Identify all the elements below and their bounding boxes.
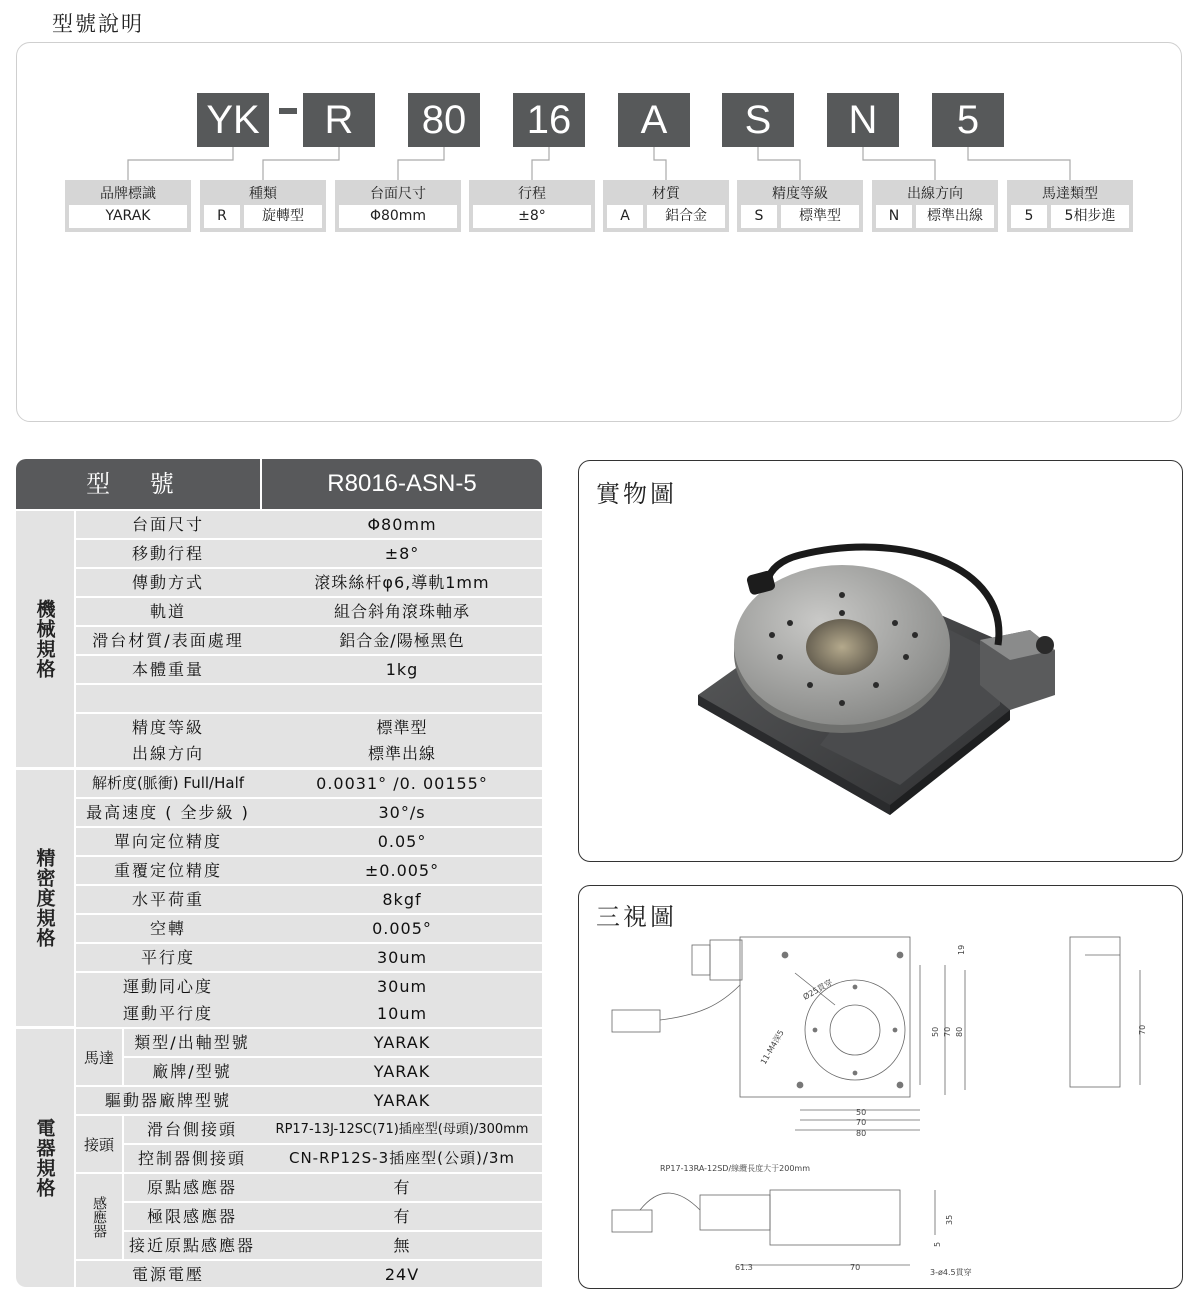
table-row: 軌道 組合斜角滾珠軸承: [76, 598, 542, 625]
table-row: 廠牌/型號 YARAK: [124, 1058, 542, 1085]
code-connector-lines: [0, 0, 1200, 185]
table-row: 水平荷重 8kgf: [76, 886, 542, 913]
category-brand: [65, 180, 191, 232]
dim-61: 61.3: [735, 1263, 753, 1272]
dim-right-70: 70: [943, 1026, 952, 1037]
category-label: 台面尺寸: [370, 186, 426, 202]
table-row: 滑台側接頭 RP17-13J-12SC(71)插座型(母頭)/300mm: [124, 1116, 542, 1143]
sensor-sub-label: 感應器: [76, 1174, 122, 1259]
cable-note: RP17-13RA-12SD/線纜長度大于200mm: [660, 1164, 811, 1173]
table-row: 重覆定位精度 ±0.005°: [76, 857, 542, 884]
dim-top-50: 50: [856, 1108, 867, 1117]
table-row: 最高速度 ( 全步級 ) 30°/s: [76, 799, 542, 826]
three-view-drawing: [600, 925, 1170, 1280]
code-box-grade: S: [722, 93, 794, 147]
dim-70b: 70: [850, 1263, 861, 1272]
category-code: 5: [1011, 205, 1047, 228]
table-row: 極限感應器 有: [124, 1203, 542, 1230]
category-motor: [1007, 180, 1133, 232]
code-box-size: 80: [408, 93, 480, 147]
category-code: A: [607, 205, 643, 228]
table-row: 電源電壓 24V: [76, 1261, 542, 1287]
table-row: 移動行程 ±8°: [76, 540, 542, 567]
code-box-brand: YK: [197, 93, 269, 147]
code-box-exit: N: [827, 93, 899, 147]
dim-19: 19: [957, 944, 966, 955]
spec-header: [16, 459, 542, 509]
table-row: [76, 685, 542, 712]
table-row: 運動同心度 30um: [76, 973, 542, 1000]
category-value: 鋁合金: [647, 205, 725, 228]
dim-right-80: 80: [955, 1026, 964, 1037]
page-title: 型號說明: [52, 12, 144, 36]
bore-label: Ø25貫穿: [801, 977, 835, 1002]
dim-right-50: 50: [931, 1026, 940, 1037]
dim-side-70: 70: [1138, 1024, 1147, 1035]
code-box-material: A: [618, 93, 690, 147]
table-row: 精度等級 標準型: [76, 714, 542, 741]
table-row: 解析度(脈衝) Full/Half 0.0031° /0. 00155°: [76, 770, 542, 797]
category-value: YARAK: [69, 205, 187, 228]
category-exit: [872, 180, 998, 232]
category-value: Φ80mm: [339, 205, 457, 228]
category-value: 標準型: [781, 205, 859, 228]
dim-top-70: 70: [856, 1118, 867, 1127]
table-row: 驅動器廠牌型號 YARAK: [76, 1087, 542, 1114]
category-stroke: [469, 180, 595, 232]
spec-table: [16, 459, 542, 1287]
category-label: 種類: [249, 186, 277, 202]
table-row: 本體重量 1kg: [76, 656, 542, 683]
table-row: 接近原點感應器 無: [124, 1232, 542, 1259]
table-row: 空轉 0.005°: [76, 915, 542, 942]
motor-sub-label: 馬達: [76, 1029, 122, 1085]
dim-5: 5: [933, 1241, 942, 1247]
stage-photo: [680, 535, 1080, 820]
category-label: 馬達類型: [1042, 186, 1098, 202]
code-box-stroke: 16: [513, 93, 585, 147]
group-mechanical: 機械規格: [16, 511, 74, 767]
connector-sub-label: 接頭: [76, 1116, 122, 1172]
table-row: 控制器側接頭 CN-RP12S-3插座型(公頭)/3m: [124, 1145, 542, 1172]
dim-top-80: 80: [856, 1129, 867, 1138]
table-row: 台面尺寸 Φ80mm: [76, 511, 542, 538]
category-label: 精度等級: [772, 186, 828, 202]
category-value: 標準出線: [916, 205, 994, 228]
code-box-type: R: [303, 93, 375, 147]
table-row: 平行度 30um: [76, 944, 542, 971]
group-electrical: 電器規格: [16, 1029, 74, 1287]
category-type: [200, 180, 326, 232]
spec-header-value: R8016-ASN-5: [327, 470, 477, 497]
table-row: 單向定位精度 0.05°: [76, 828, 542, 855]
category-value: 旋轉型: [244, 205, 322, 228]
photo-title: 實物圖: [596, 480, 677, 508]
table-row: 運動平行度 10um: [76, 1000, 542, 1027]
category-value: ±8°: [473, 205, 591, 228]
category-size: [335, 180, 461, 232]
views-title: 三視圖: [596, 903, 677, 931]
category-material: [603, 180, 729, 232]
table-row: 滑台材質/表面處理 鋁合金/陽極黑色: [76, 627, 542, 654]
holes-label: 11-M4深5: [758, 1028, 786, 1066]
table-row: 類型/出軸型號 YARAK: [124, 1029, 542, 1056]
spec-header-label: 型 號: [86, 470, 190, 498]
category-value: 5相步進: [1051, 205, 1129, 228]
category-grade: [737, 180, 863, 232]
category-label: 出線方向: [907, 186, 963, 202]
table-row: 出線方向 標準出線: [76, 740, 542, 767]
category-label: 行程: [518, 186, 546, 202]
group-precision: 精密度規格: [16, 770, 74, 1026]
category-code: R: [204, 205, 240, 228]
table-row: 原點感應器 有: [124, 1174, 542, 1201]
code-box-motor: 5: [932, 93, 1004, 147]
table-row: 傳動方式 滾珠絲杆φ6,導軌1mm: [76, 569, 542, 596]
category-code: N: [876, 205, 912, 228]
category-code: S: [741, 205, 777, 228]
category-label: 材質: [652, 186, 680, 202]
dim-35: 35: [945, 1214, 954, 1225]
category-label: 品牌標識: [100, 186, 156, 202]
mount-holes-label: 3-ø4.5貫穿: [930, 1268, 972, 1277]
